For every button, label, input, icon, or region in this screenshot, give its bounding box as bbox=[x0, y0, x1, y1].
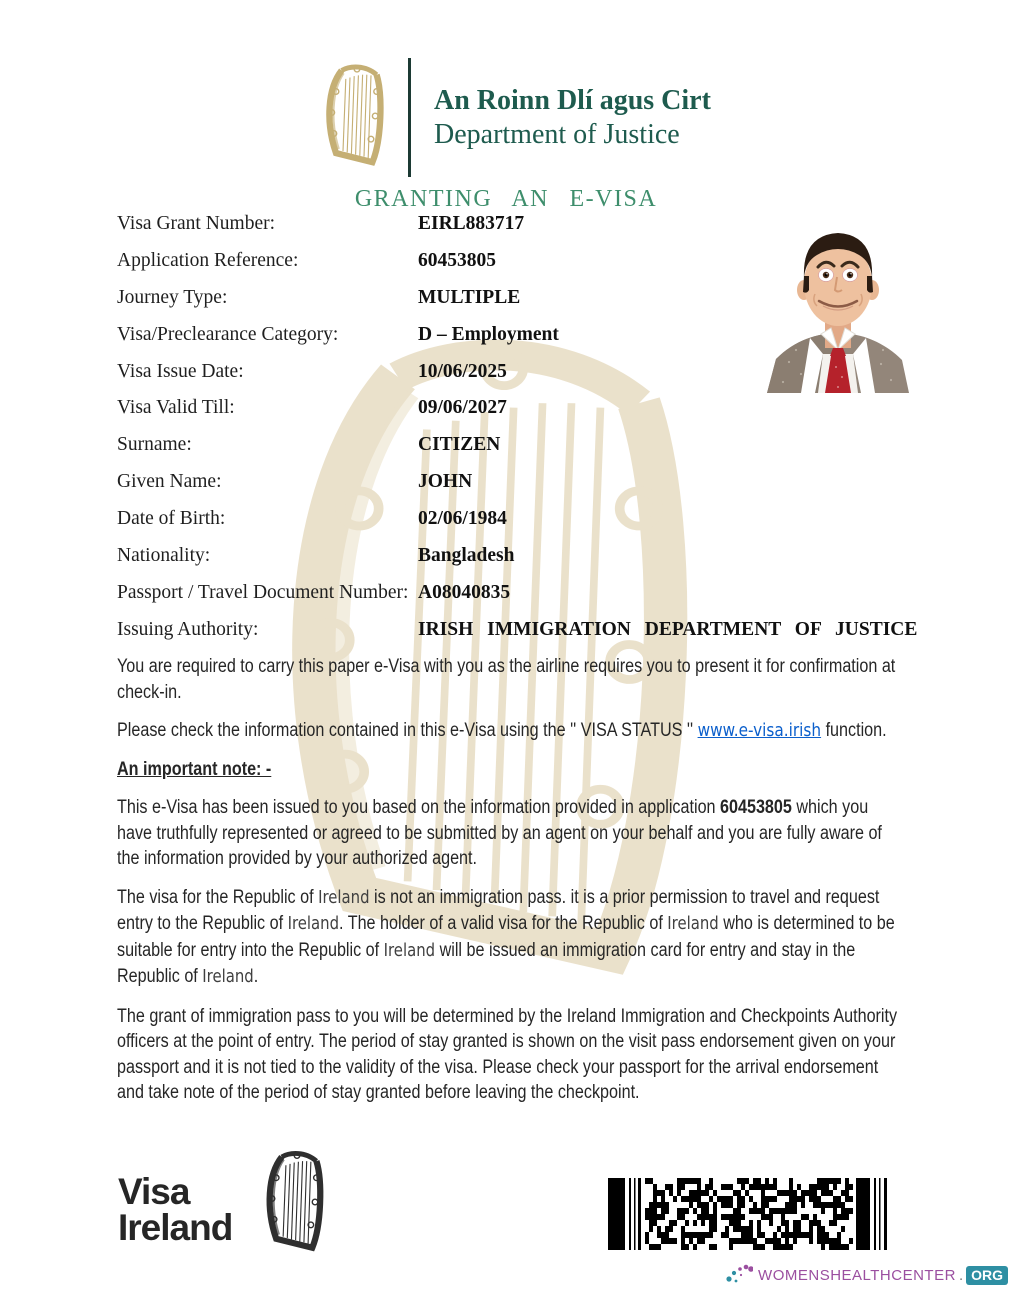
field-row bbox=[117, 471, 897, 508]
text-segment: This e-Visa has been issued to you based on the information provided in application bbox=[117, 797, 721, 818]
applicant-photo bbox=[763, 222, 913, 393]
visa-status-link[interactable]: www.e-visa.irish bbox=[697, 720, 822, 741]
agency-name-irish: An Roinn Dlí agus Cirt bbox=[434, 85, 711, 116]
footer-site-name: WOMENSHEALTHCENTER bbox=[758, 1266, 956, 1284]
text-segment: function. bbox=[821, 720, 887, 741]
field-value: JOHN bbox=[418, 471, 473, 493]
field-label: Surname: bbox=[117, 434, 192, 456]
field-row bbox=[117, 397, 897, 434]
text-segment: . The holder of a valid visa for the Republic of bbox=[339, 913, 668, 934]
text-segment: 60453805 bbox=[720, 797, 792, 818]
text-segment: You are required to carry this paper e-Visa with you as the airline requires you to present it for confirmation at check-in. bbox=[117, 656, 896, 703]
field-row bbox=[117, 434, 897, 471]
field-label: Visa Issue Date: bbox=[117, 360, 244, 382]
barcode bbox=[608, 1178, 890, 1250]
field-label: Visa/Preclearance Category: bbox=[117, 323, 339, 345]
text-segment: which you have truthfully represented or agreed to be submitted by an agent on your behalf and you are fully aware of the information provided by your authorized agent. bbox=[117, 797, 882, 869]
field-value: IRISH IMMIGRATION DEPARTMENT OF JUSTICE bbox=[418, 618, 918, 640]
field-value: D – Employment bbox=[418, 323, 559, 345]
field-label: Date of Birth: bbox=[117, 508, 226, 530]
field-value: Bangladesh bbox=[418, 545, 515, 567]
field-value: EIRL883717 bbox=[418, 213, 525, 234]
field-label: Nationality: bbox=[117, 545, 211, 567]
text-segment: Ireland bbox=[287, 914, 340, 934]
field-row bbox=[117, 545, 897, 582]
visa-ireland-harp-icon bbox=[250, 1150, 344, 1254]
paragraph bbox=[117, 718, 897, 744]
field-value: CITIZEN bbox=[418, 434, 501, 456]
field-row bbox=[117, 618, 918, 656]
agency-name-english: Department of Justice bbox=[434, 119, 680, 150]
paragraph bbox=[117, 795, 897, 872]
site-footer bbox=[725, 1260, 1008, 1290]
text-segment: An important note: - bbox=[117, 758, 272, 780]
visa-ireland-logo bbox=[118, 1171, 233, 1248]
field-label: Journey Type: bbox=[117, 286, 228, 308]
field-value: 09/06/2027 bbox=[418, 397, 507, 419]
footer-separator: . bbox=[958, 1266, 964, 1284]
field-value: 02/06/1984 bbox=[418, 508, 507, 530]
text-segment: Ireland bbox=[318, 887, 370, 908]
field-value: 60453805 bbox=[418, 249, 496, 271]
paragraph bbox=[117, 1004, 897, 1106]
text-segment: is not an immigration pass. it is a prior permission to travel and request entry to the Republic of bbox=[117, 886, 880, 934]
field-row bbox=[117, 582, 897, 619]
page-title: GRANTING AN E-VISA bbox=[354, 186, 658, 212]
important-note-heading bbox=[117, 757, 897, 783]
text-segment: will be issued an immigration card for entry and stay in the Republic of bbox=[117, 939, 856, 987]
text-segment: The visa for the Republic of bbox=[117, 886, 319, 908]
department-header bbox=[434, 84, 711, 152]
field-label: Passport / Travel Document Number: bbox=[117, 581, 409, 603]
paragraph bbox=[117, 654, 897, 705]
text-segment: Ireland bbox=[667, 914, 719, 934]
body-paragraphs bbox=[117, 654, 897, 1119]
field-label: Application Reference: bbox=[117, 249, 299, 271]
text-segment: Ireland bbox=[383, 940, 436, 961]
footer-tld-badge: ORG bbox=[966, 1266, 1008, 1285]
paragraph bbox=[117, 885, 897, 991]
field-value: MULTIPLE bbox=[418, 286, 521, 308]
text-segment: Ireland bbox=[202, 967, 254, 987]
field-value: A08040835 bbox=[418, 581, 511, 603]
text-segment: who is determined to be suitable for entry into the Republic of bbox=[117, 913, 895, 961]
text-segment: Please check the information contained in this e-Visa using the '' VISA STATUS '' bbox=[117, 720, 698, 741]
field-label: Visa Valid Till: bbox=[117, 397, 235, 419]
visa-ireland-line1: Visa bbox=[118, 1171, 190, 1212]
field-row bbox=[117, 508, 897, 545]
text-segment: The grant of immigration pass to you will be determined by the Ireland Immigration and Checkpoints Authority officers at the point of entry. The period of stay granted is shown on the visit pass endorsement given on your passport and it is not tied to the validity of the visa. Please check your passport for the arrival endorsement and take note of the period of stay granted before leaving the checkpoint. bbox=[117, 1005, 898, 1103]
harp-logo-icon bbox=[322, 62, 392, 170]
text-segment: . bbox=[253, 966, 259, 987]
field-label: Visa Grant Number: bbox=[117, 213, 276, 234]
footer-dots-icon bbox=[725, 1261, 753, 1289]
field-value: 10/06/2025 bbox=[418, 360, 507, 382]
field-label: Given Name: bbox=[117, 471, 222, 493]
header-divider bbox=[408, 58, 411, 177]
visa-ireland-line2: Ireland bbox=[118, 1207, 233, 1248]
field-label: Issuing Authority: bbox=[117, 618, 259, 640]
